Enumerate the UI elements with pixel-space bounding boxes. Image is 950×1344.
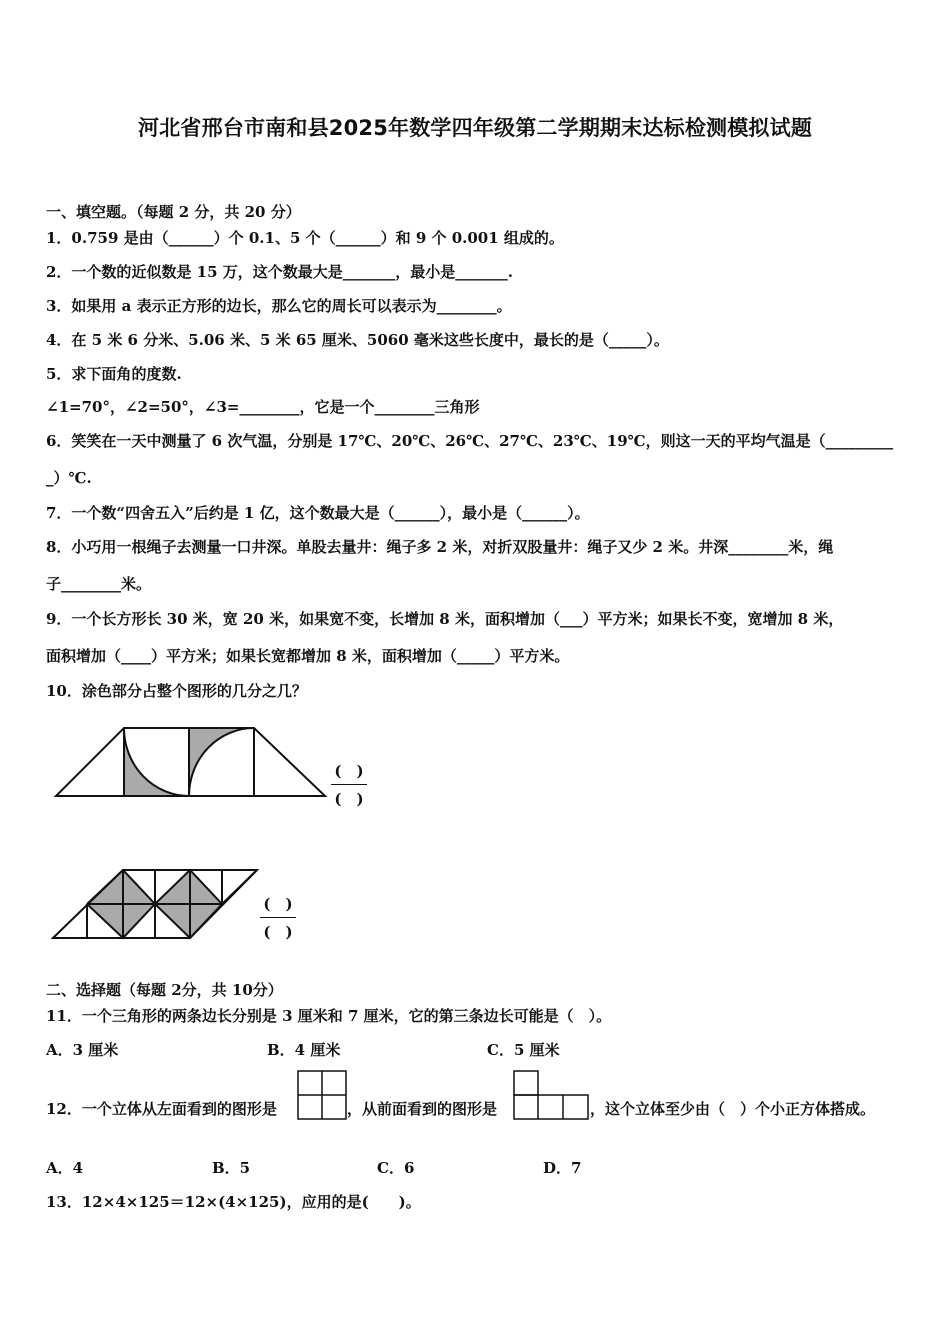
trapezoid-figure <box>55 726 335 798</box>
question-8-cont: 子________米。 <box>46 575 152 593</box>
page-title: 河北省邢台市南和县2025年数学四年级第二学期期末达标检测模拟试题 <box>137 116 813 140</box>
q12-option-a[interactable]: A．4 <box>46 1159 84 1177</box>
shaded-region-1 <box>124 728 189 796</box>
question-12-mid: ，从前面看到的图形是 <box>347 1100 498 1118</box>
front-view-diagram <box>513 1070 589 1120</box>
question-13: 13．12×4×125＝12×(4×125)，应用的是( )。 <box>46 1193 421 1211</box>
question-6-cont: _）℃. <box>46 469 92 487</box>
denominator-blank: ( ) <box>334 790 364 808</box>
q11-option-a[interactable]: A．3 厘米 <box>46 1041 119 1059</box>
q12-option-d[interactable]: D．7 <box>543 1159 582 1177</box>
question-3: 3．如果用 a 表示正方形的边长，那么它的周长可以表示为________。 <box>46 297 512 315</box>
question-6: 6．笑笑在一天中测量了 6 次气温，分别是 17℃、20℃、26℃、27℃、23℃、19℃，则这一天的平均气温是（_________ <box>46 432 894 450</box>
question-9: 9．一个长方形长 30 米，宽 20 米，如果宽不变，长增加 8 米，面积增加（___）平方米；如果长不变，宽增加 8 米， <box>46 610 844 628</box>
section-1-heading: 一、填空题。（每题 2 分，共 20 分） <box>46 203 301 221</box>
section-2-heading: 二、选择题（每题 2分，共 10分） <box>46 981 283 999</box>
question-11: 11．一个三角形的两条边长分别是 3 厘米和 7 厘米，它的第三条边长可能是（ ）。 <box>46 1007 612 1025</box>
shaded-region-2 <box>189 728 254 796</box>
numerator-blank: ( ) <box>263 895 293 913</box>
question-7: 7．一个数“四舍五入”后约是 1 亿，这个数最大是（______），最小是（______）。 <box>46 504 590 522</box>
question-5: 5．求下面角的度数. <box>46 365 182 383</box>
q12-option-b[interactable]: B．5 <box>212 1159 251 1177</box>
parallelogram-figure <box>52 868 262 940</box>
question-10: 10．涂色部分占整个图形的几分之几？ <box>46 682 307 700</box>
denominator-blank: ( ) <box>263 923 293 941</box>
question-5-angles: ∠1=70°，∠2=50°，∠3=________，它是一个________三角形 <box>46 398 480 416</box>
fraction-blank-1[interactable] <box>329 760 369 809</box>
left-view-diagram <box>297 1070 347 1120</box>
question-1: 1．0.759 是由（______）个 0.1、5 个（______）和 9 个 0.001 组成的。 <box>46 229 564 247</box>
numerator-blank: ( ) <box>334 762 364 780</box>
question-9-cont: 面积增加（____）平方米；如果长宽都增加 8 米，面积增加（_____）平方米。 <box>46 647 570 665</box>
question-12-pre: 12．一个立体从左面看到的图形是 <box>46 1100 277 1118</box>
question-4: 4．在 5 米 6 分米、5.06 米、5 米 65 厘米、5060 毫米这些长度中，最长的是（_____）。 <box>46 331 669 349</box>
question-12-post: ，这个立体至少由（ ）个小正方体搭成。 <box>590 1100 876 1118</box>
q11-option-b[interactable]: B．4 厘米 <box>267 1041 341 1059</box>
q12-option-c[interactable]: C．6 <box>377 1159 415 1177</box>
fraction-blank-2[interactable] <box>258 893 298 942</box>
question-2: 2．一个数的近似数是 15 万，这个数最大是_______，最小是_______. <box>46 263 513 281</box>
q11-option-c[interactable]: C．5 厘米 <box>487 1041 560 1059</box>
question-8: 8．小巧用一根绳子去测量一口井深。单股去量井：绳子多 2 米，对折双股量井：绳子又少 2 米。井深________米，绳 <box>46 538 834 556</box>
